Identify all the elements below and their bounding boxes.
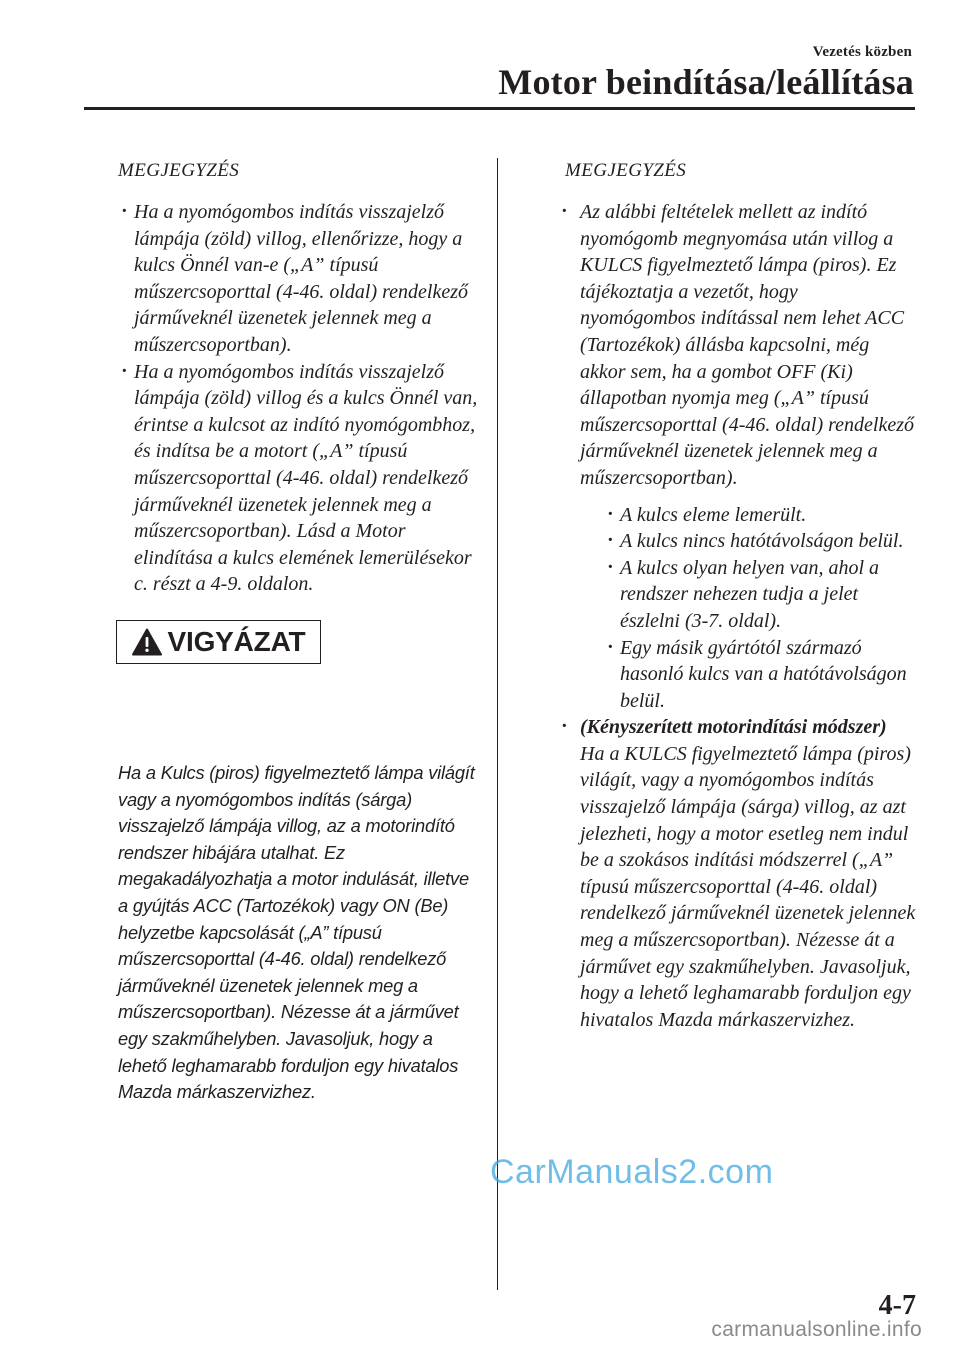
sub-list-item: · A kulcs nincs hatótávolságon belül.	[580, 528, 918, 555]
sub-list-item: · A kulcs olyan helyen van, ahol a rendszer nehezen tudja a jelet észlelni (3-7. oldal).	[580, 555, 918, 635]
warning-label: VIGYÁZAT	[167, 625, 306, 657]
left-column	[112, 158, 482, 664]
list-item-text: Az alábbi feltételek mellett az indító nyomógomb megnyomása után villog a KULCS figyelmeztető lámpa (piros). Ez tájékoztatja a vezetőt, hogy nyomógombos indítással nem lehet ACC (Tartozékok) állásba kapcsolni, még akkor sem, ha a gombot OFF (Ki) állapotban nyomja meg („A” típusú műszercsoporttal (4-46. oldal) rendelkező járműveknél üzenetek jelennek meg a műszercsoportban).	[580, 201, 915, 489]
note-heading: MEGJEGYZÉS	[565, 160, 687, 181]
warning-text: Ha a Kulcs (piros) figyelmeztető lámpa világít vagy a nyomógombos indítás (sárga) visszajelző lámpája villog, az a motorindító rendszer hibájára utalhat. Ez megakadályozhatja a motor indulását, illetve a gyújtás ACC (Tartozékok) vagy ON (Be) helyzetbe kapcsolását („A” típusú műszercsoporttal (4-46. oldal) rendelkező járműveknél üzenetek jelennek meg a műszercsoportban). Nézesse át a járművet egy szakműhelyben. Javasoljuk, hogy a lehető leghamarabb forduljon egy hivatalos Mazda márkaszervizhez.	[118, 762, 475, 1103]
list-item-label: · (Kényszerített motorindítási módszer)	[580, 716, 887, 739]
page-title: Motor beindítása/leállítása	[498, 62, 914, 102]
page-number: 4-7	[878, 1290, 916, 1321]
warning-triangle-icon	[132, 628, 162, 656]
column-divider	[497, 158, 498, 1290]
footer-site-label: carmanualsonline.info	[711, 1318, 922, 1341]
list-item-text: Ha a KULCS figyelmeztető lámpa (piros) világít, vagy a nyomógombos indítás visszajelző lámpája (sárga) villog, az azt jelezheti, hogy a motor esetleg nem indul be a szokásos indítási módszerrel („A” típusú műszercsoporttal (4-46. oldal) rendelkező járműveknél üzenetek jelennek meg a műszercsoportban). Nézesse át a járművet egy szakműhelyben. Javasoljuk, hogy a lehető leghamarabb forduljon egy hivatalos Mazda márkaszervizhez.	[580, 742, 916, 1031]
sub-list-item: · A kulcs eleme lemerült.	[580, 502, 918, 529]
watermark: CarManuals2.com	[490, 1153, 774, 1191]
list-item	[558, 714, 918, 1033]
list-item: · Ha a nyomógombos indítás visszajelző lámpája (zöld) villog, ellenőrizze, hogy a kulcs Önnél van-e („A” típusú műszercsoporttal (4-46. oldal) rendelkező járműveknél üzenetek jelennek meg a műszercsoportban).	[112, 199, 482, 359]
section-heading: Vezetés közben	[812, 44, 912, 60]
condition-list	[580, 502, 918, 715]
note-list	[112, 199, 482, 598]
note-heading: MEGJEGYZÉS	[118, 160, 240, 181]
note-list	[558, 199, 918, 1033]
header-divider	[84, 107, 915, 110]
list-item: · Ha a nyomógombos indítás visszajelző lámpája (zöld) villog és a kulcs Önnél van, érintse a kulcsot az indító nyomógombhoz, és indítsa be a motort („A” típusú műszercsoporttal (4-46. oldal) rendelkező járműveknél üzenetek jelennek meg a műszercsoportban). Lásd a Motor elindítása a kulcs elemének lemerülésekor c. részt a 4-9. oldalon.	[112, 359, 482, 598]
right-column	[558, 158, 918, 1033]
list-item	[558, 199, 918, 714]
sub-list-item: · Egy másik gyártótól származó hasonló kulcs van a hatótávolságon belül.	[580, 635, 918, 715]
warning-heading-box	[116, 620, 321, 664]
